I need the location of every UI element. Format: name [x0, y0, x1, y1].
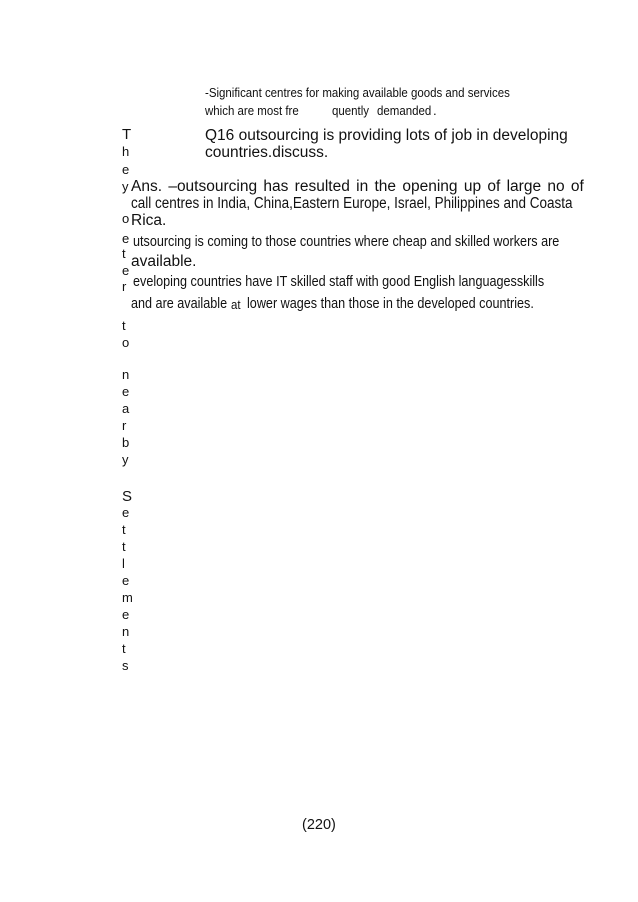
vertical-letter: e [122, 573, 130, 588]
body-line: at [231, 297, 241, 312]
answer-line: call centres in India, China,Eastern Europe, Israel, Philippines and Coasta [131, 195, 573, 212]
vertical-letter: e [122, 384, 130, 399]
vertical-letter: n [122, 367, 130, 382]
vertical-letter: t [122, 539, 126, 554]
body-line: and are available [131, 296, 228, 312]
text-line: which are most fre [205, 103, 299, 118]
text-line: -Significant centres for making available goods and services [205, 85, 510, 100]
vertical-letter: n [122, 624, 130, 639]
vertical-letter: T [122, 126, 132, 143]
vertical-letter: l [122, 556, 125, 571]
vertical-letter: y [122, 179, 129, 194]
vertical-letter: e [122, 162, 130, 177]
vertical-letter: t [122, 318, 126, 333]
text-line: demanded [377, 103, 432, 118]
vertical-letter: o [122, 211, 130, 226]
vertical-letter: o [122, 335, 130, 350]
question-heading: countries.discuss. [205, 144, 329, 161]
vertical-letter: t [122, 641, 126, 656]
vertical-letter: e [122, 263, 130, 278]
body-line: lower wages than those in the developed countries. [247, 296, 534, 312]
text-line: . [433, 103, 437, 118]
body-line: available. [131, 253, 197, 270]
vertical-letter: t [122, 246, 126, 261]
vertical-letter: h [122, 144, 130, 159]
vertical-letter: t [122, 522, 126, 537]
vertical-letter: a [122, 401, 130, 416]
page-number: (220) [302, 817, 336, 833]
vertical-letter: e [122, 607, 130, 622]
answer-line: Ans. –outsourcing has resulted in the opening up of large no of [131, 178, 584, 195]
vertical-letter: S [122, 488, 133, 505]
text-line: quently [332, 103, 370, 118]
vertical-letter: e [122, 231, 130, 246]
vertical-letter: m [122, 590, 133, 605]
body-line: utsourcing is coming to those countries where cheap and skilled workers are [133, 234, 560, 250]
body-line: eveloping countries have IT skilled staff with good English languagesskills [133, 274, 545, 290]
vertical-letter: b [122, 435, 130, 450]
vertical-letter: r [122, 418, 127, 433]
vertical-letter: e [122, 505, 130, 520]
vertical-letter: y [122, 452, 129, 467]
question-heading: Q16 outsourcing is providing lots of job in developing [205, 127, 568, 144]
vertical-letter: r [122, 279, 127, 294]
vertical-letter: s [122, 658, 129, 673]
answer-line: Rica. [131, 212, 167, 229]
